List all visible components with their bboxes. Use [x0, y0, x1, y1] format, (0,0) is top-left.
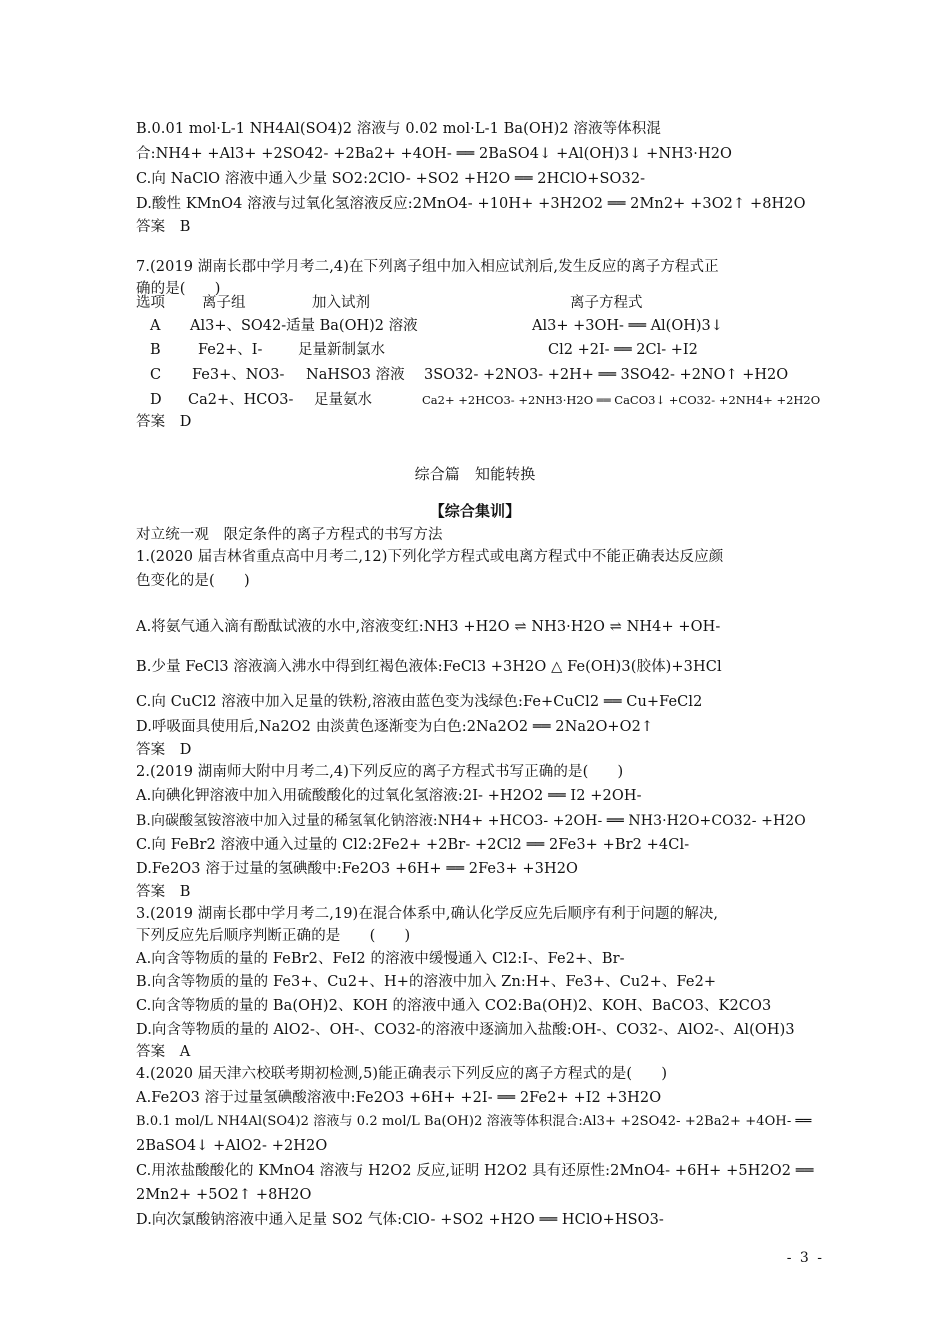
q2-option-d: D.Fe2O3 溶于过量的氢碘酸中:Fe2O3 +6H+ ══ 2Fe3+ +3H2O	[136, 861, 579, 877]
q7-row-a-reagent: 适量 Ba(OH)2 溶液	[286, 318, 418, 334]
q6-option-b-line1: B.0.01 mol·L-1 NH4Al(SO4)2 溶液与 0.02 mol·L-1 Ba(OH)2 溶液等体积混	[136, 121, 661, 137]
q2-answer: 答案 B	[136, 884, 191, 900]
q7-row-b-reagent: 足量新制氯水	[298, 342, 385, 358]
q1-stem-line2: 色变化的是( )	[136, 573, 250, 589]
q7-row-c-option: C	[150, 367, 162, 383]
q6-answer: 答案 B	[136, 219, 191, 235]
q7-stem-line2: 确的是( )	[136, 281, 221, 297]
q4-option-c-line1: C.用浓盐酸酸化的 KMnO4 溶液与 H2O2 反应,证明 H2O2 具有还原性:2MnO4- +6H+ +5H2O2 ══	[136, 1163, 814, 1179]
q7-header-option: 选项	[136, 295, 165, 311]
q7-table-header	[136, 292, 816, 314]
q1-stem-line1: 1.(2020 届吉林省重点高中月考二,12)下列化学方程式或电离方程式中不能正确表达反应颜	[136, 549, 724, 565]
topic-heading: 对立统一观 限定条件的离子方程式的书写方法	[136, 527, 443, 543]
q1-answer: 答案 D	[136, 742, 192, 758]
q7-row-c-equation: 3SO32- +2NO3- +2H+ ══ 3SO42- +2NO↑ +H2O	[424, 367, 789, 383]
q4-option-d: D.向次氯酸钠溶液中通入足量 SO2 气体:ClO- +SO2 +H2O ══ HClO+HSO3-	[136, 1212, 664, 1228]
q3-option-c: C.向含等物质的量的 Ba(OH)2、KOH 的溶液中通入 CO2:Ba(OH)2、KOH、BaCO3、K2CO3	[136, 998, 772, 1014]
q6-option-d: D.酸性 KMnO4 溶液与过氧化氢溶液反应:2MnO4- +10H+ +3H2O2 ══ 2Mn2+ +3O2↑ +8H2O	[136, 196, 806, 212]
q7-header-equation: 离子方程式	[570, 295, 643, 311]
q2-stem: 2.(2019 湖南师大附中月考二,4)下列反应的离子方程式书写正确的是( )	[136, 764, 624, 780]
q1-option-c: C.向 CuCl2 溶液中加入足量的铁粉,溶液由蓝色变为浅绿色:Fe+CuCl2 ══ Cu+FeCl2	[136, 694, 703, 710]
q2-option-b: B.向碳酸氢铵溶液中加入过量的稀氢氧化钠溶液:NH4+ +HCO3- +2OH- ══ NH3·H2O+CO32- +H2O	[136, 813, 806, 829]
q7-row-d-ions: Ca2+、HCO3-	[188, 392, 294, 408]
q1-option-d: D.呼吸面具使用后,Na2O2 由淡黄色逐渐变为白色:2Na2O2 ══ 2Na2O+O2↑	[136, 719, 654, 735]
q1-option-b: B.少量 FeCl3 溶液滴入沸水中得到红褐色液体:FeCl3 +3H2O △ Fe(OH)3(胶体)+3HCl	[136, 659, 722, 675]
q3-stem-line2: 下列反应先后顺序判断正确的是 ( )	[136, 928, 411, 944]
q7-row-d-equation: Ca2+ +2HCO3- +2NH3·H2O ══ CaCO3↓ +CO32- +2NH4+ +2H2O	[422, 393, 821, 407]
q7-table-row	[136, 315, 816, 337]
q7-row-c-reagent: NaHSO3 溶液	[306, 367, 405, 383]
q3-option-a: A.向含等物质的量的 FeBr2、FeI2 的溶液中缓慢通入 Cl2:I-、Fe2+、Br-	[136, 951, 625, 967]
q3-option-d: D.向含等物质的量的 AlO2-、OH-、CO32-的溶液中逐滴加入盐酸:OH-、CO32-、AlO2-、Al(OH)3	[136, 1022, 795, 1038]
q7-row-d-reagent: 足量氨水	[314, 392, 372, 408]
q7-row-d-option: D	[150, 392, 162, 408]
q7-header-ions: 离子组	[202, 295, 246, 311]
q6-option-c: C.向 NaClO 溶液中通入少量 SO2:2ClO- +SO2 +H2O ══ 2HClO+SO32-	[136, 171, 646, 187]
q7-row-a-ions: Al3+、SO42-	[190, 318, 287, 334]
q4-option-b-line1: B.0.1 mol/L NH4Al(SO4)2 溶液与 0.2 mol/L Ba(OH)2 溶液等体积混合:Al3+ +2SO42- +2Ba2+ +4OH- ══	[136, 1114, 812, 1129]
subsection-title: 【综合集训】	[429, 502, 521, 520]
q7-row-b-option: B	[150, 342, 161, 358]
q7-row-a-option: A	[150, 318, 161, 334]
q2-option-a: A.向碘化钾溶液中加入用硫酸酸化的过氧化氢溶液:2I- +H2O2 ══ I2 +2OH-	[136, 788, 642, 804]
q7-row-b-equation: Cl2 +2I- ══ 2Cl- +I2	[548, 342, 698, 358]
q7-table-row	[136, 364, 816, 386]
q3-answer: 答案 A	[136, 1044, 191, 1060]
q4-option-c-line2: 2Mn2+ +5O2↑ +8H2O	[136, 1187, 312, 1203]
q7-row-c-ions: Fe3+、NO3-	[192, 367, 285, 383]
q2-option-c: C.向 FeBr2 溶液中通入过量的 Cl2:2Fe2+ +2Br- +2Cl2 ══ 2Fe3+ +Br2 +4Cl-	[136, 837, 690, 853]
q7-table-row	[136, 389, 821, 411]
q1-option-a: A.将氨气通入滴有酚酞试液的水中,溶液变红:NH3 +H2O ⇌ NH3·H2O ⇌ NH4+ +OH-	[136, 619, 721, 635]
section-title: 综合篇 知能转换	[414, 465, 536, 483]
q7-row-b-ions: Fe2+、I-	[198, 342, 263, 358]
q3-stem-line1: 3.(2019 湖南长郡中学月考二,19)在混合体系中,确认化学反应先后顺序有利于问题的解决,	[136, 906, 719, 922]
page-number: - 3 -	[786, 1250, 824, 1266]
q7-table-row	[136, 339, 816, 361]
q7-header-reagent: 加入试剂	[312, 295, 370, 311]
q4-stem: 4.(2020 届天津六校联考期初检测,5)能正确表示下列反应的离子方程式的是( )	[136, 1066, 668, 1082]
q7-stem-line1: 7.(2019 湖南长郡中学月考二,4)在下列离子组中加入相应试剂后,发生反应的离子方程式正	[136, 259, 719, 275]
q4-option-a: A.Fe2O3 溶于过量氢碘酸溶液中:Fe2O3 +6H+ +2I- ══ 2Fe2+ +I2 +3H2O	[136, 1090, 662, 1106]
q6-option-b-line2: 合:NH4+ +Al3+ +2SO42- +2Ba2+ +4OH- ══ 2BaSO4↓ +Al(OH)3↓ +NH3·H2O	[136, 146, 733, 162]
q4-option-b-line2: 2BaSO4↓ +AlO2- +2H2O	[136, 1138, 328, 1154]
q7-answer: 答案 D	[136, 414, 192, 430]
q3-option-b: B.向含等物质的量的 Fe3+、Cu2+、H+的溶液中加入 Zn:H+、Fe3+、Cu2+、Fe2+	[136, 974, 717, 990]
q7-row-a-equation: Al3+ +3OH- ══ Al(OH)3↓	[532, 318, 723, 334]
